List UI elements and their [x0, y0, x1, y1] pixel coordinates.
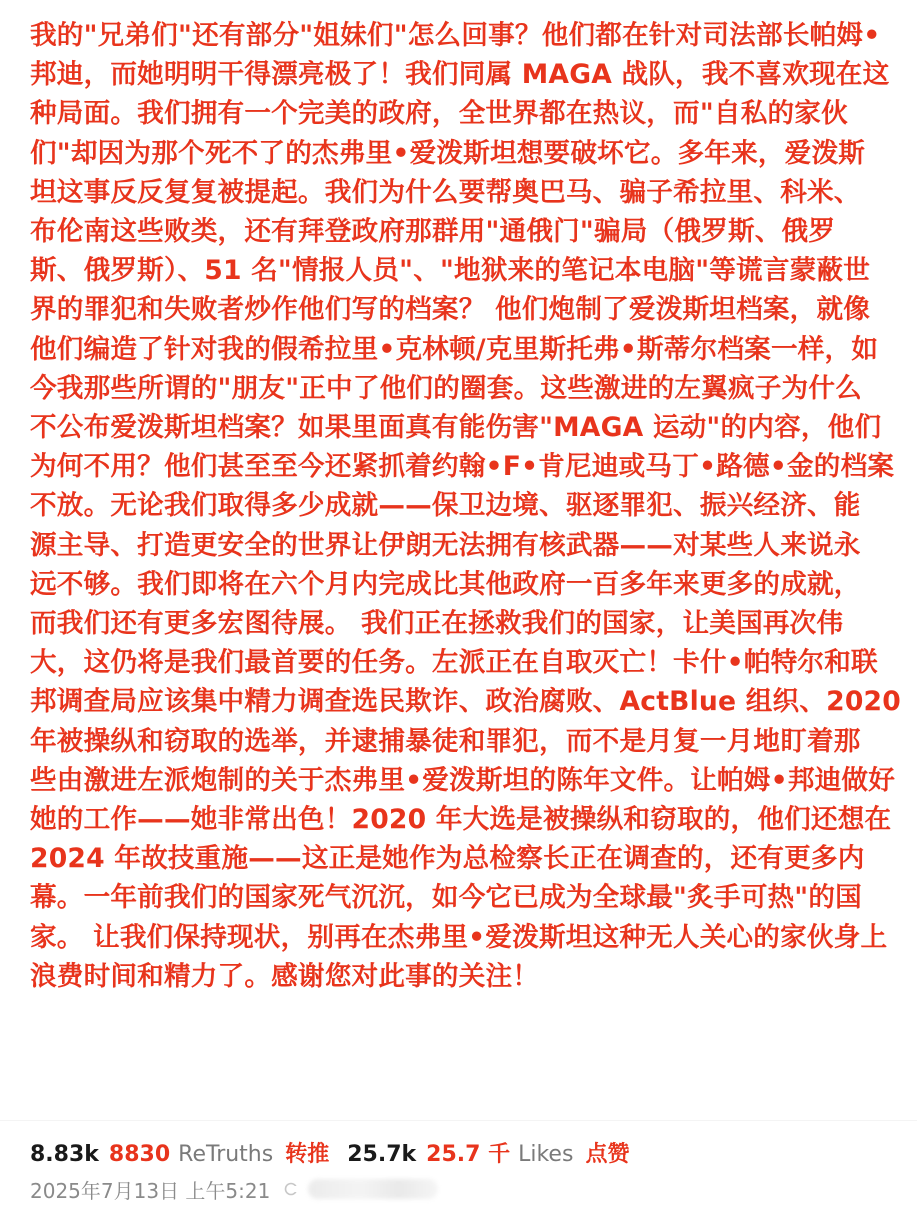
likes-count-short: 25.7k	[347, 1142, 417, 1167]
watermark	[284, 1179, 438, 1199]
post-body	[30, 16, 901, 996]
post-body-line: 大，这仍将是我们最首要的任务。左派正在自取灭亡！卡什•帕特尔和联	[30, 647, 878, 679]
post-body-line: 不放。无论我们取得多少成就——保卫边境、驱逐罪犯、振兴经济、能	[30, 490, 861, 522]
post-body-line: 布伦南这些败类，还有拜登政府那群用"通俄门"骗局（俄罗斯、俄罗	[30, 216, 836, 248]
retruths-count-full: 8830	[108, 1142, 171, 1167]
post-body-line: 邦调查局应该集中精力调查选民欺诈、政治腐败、ActBlue 组织、2020	[30, 686, 901, 718]
post-body-line: 幕。一年前我们的国家死气沉沉，如今它已成为全球最"炙手可热"的国	[30, 882, 862, 914]
retruths-stat[interactable]	[30, 1137, 347, 1168]
post-body-line: 些由激进左派炮制的关于杰弗里•爱泼斯坦的陈年文件。让帕姆•邦迪做好	[30, 764, 895, 796]
post-body-line: 远不够。我们即将在六个月内完成比其他政府一百多年来更多的成就，	[30, 568, 861, 600]
watermark-logo-icon	[284, 1182, 298, 1196]
post-body-line: 界的罪犯和失败者炒作他们写的档案？ 他们炮制了爱泼斯坦档案，就像	[30, 294, 871, 326]
post-body-line: 今我那些所谓的"朋友"正中了他们的圈套。这些激进的左翼疯子为什么	[30, 372, 862, 404]
retruths-label-cn: 转推	[285, 1142, 330, 1167]
post-body-line: 她的工作——她非常出色！2020 年大选是被操纵和窃取的，他们还想在	[30, 804, 892, 836]
retruths-count-short: 8.83k	[30, 1142, 99, 1167]
retruths-label: ReTruths	[178, 1142, 274, 1167]
post-timestamp[interactable]: 2025年7月13日 上午5:21	[30, 1178, 271, 1203]
post-body-line: 坦这事反反复复被提起。我们为什么要帮奥巴马、骗子希拉里、科米、	[30, 176, 861, 208]
post-body-line: 源主导、打造更安全的世界让伊朗无法拥有核武器——对某些人来说永	[30, 529, 861, 561]
timestamp-row	[30, 1174, 438, 1204]
post-body-line: 邦迪，而她明明干得漂亮极了！我们同属 MAGA 战队，我不喜欢现在这	[30, 59, 890, 91]
post-body-line: 斯、俄罗斯）、51 名"情报人员"、"地狱来的笔记本电脑"等谎言蒙蔽世	[30, 255, 871, 287]
post-body-line: 家。 让我们保持现状，别再在杰弗里•爱泼斯坦这种无人关心的家伙身上	[30, 921, 888, 953]
engagement-stats	[30, 1137, 647, 1169]
divider	[0, 1120, 917, 1121]
post-body-line: 而我们还有更多宏图待展。 我们正在拯救我们的国家，让美国再次伟	[30, 608, 844, 640]
likes-label: Likes	[518, 1142, 574, 1167]
watermark-blurred-text	[308, 1179, 438, 1199]
post-body-line: 2024 年故技重施——这正是她作为总检察长正在调查的，还有更多内	[30, 843, 865, 875]
post-body-line: 不公布爱泼斯坦档案？如果里面真有能伤害"MAGA 运动"的内容，他们	[30, 412, 882, 444]
post-body-line: 浪费时间和精力了。感谢您对此事的关注！	[30, 960, 540, 992]
likes-label-cn: 点赞	[585, 1142, 630, 1167]
likes-count-full: 25.7 千	[426, 1142, 511, 1167]
likes-stat[interactable]	[347, 1137, 647, 1168]
post-body-line: 他们编造了针对我的假希拉里•克林顿/克里斯托弗•斯蒂尔档案一样，如	[30, 333, 879, 365]
post-body-line: 年被操纵和窃取的选举，并逮捕暴徒和罪犯，而不是月复一月地盯着那	[30, 725, 861, 757]
post-body-line: 我的"兄弟们"还有部分"姐妹们"怎么回事？他们都在针对司法部长帕姆•	[30, 20, 881, 51]
post-body-line: 为何不用？他们甚至至今还紧抓着约翰•F•肯尼迪或马丁•路德•金的档案	[30, 451, 895, 483]
post-body-line: 种局面。我们拥有一个完美的政府，全世界都在热议，而"自私的家伙	[30, 98, 848, 130]
post-body-line: 们"却因为那个死不了的杰弗里•爱泼斯坦想要破坏它。多年来，爱泼斯	[30, 137, 866, 169]
